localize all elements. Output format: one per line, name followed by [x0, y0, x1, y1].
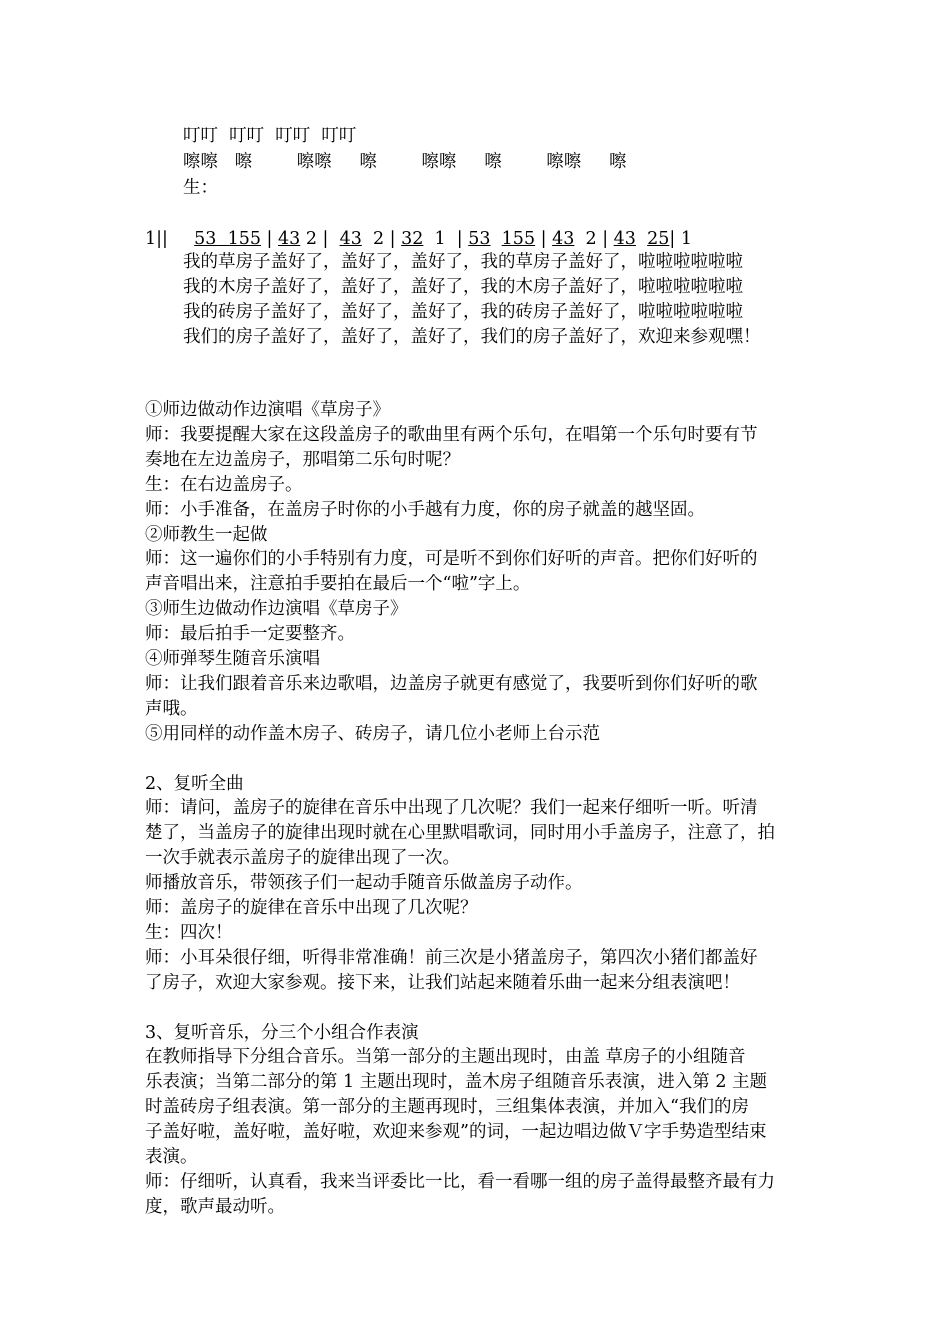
notation-space: [491, 229, 502, 249]
body-line: 师：这一遍你们的小手特别有力度，可是听不到你们好听的声音。把你们好听的: [145, 549, 758, 570]
notation-note: 43: [613, 229, 636, 249]
blank-line: [145, 747, 815, 772]
body-line: 乐表演；当第二部分的第 1 主题出现时，盖木房子组随音乐表演，进入第 2 主题: [145, 1072, 768, 1093]
ding-line: 叮叮 叮叮 叮叮 叮叮: [183, 126, 357, 146]
notation-note: 155: [227, 229, 261, 249]
notation-note: 43: [278, 229, 301, 249]
body-line: 3、复听音乐，分三个小组合作表演: [145, 1022, 419, 1043]
body-line: ②师教生一起做: [145, 524, 268, 545]
body-line: 一次手就表示盖房子的旋律出现了一次。: [145, 848, 460, 869]
notation-bar: 1 |: [423, 229, 469, 249]
body-line: ④师弹琴生随音乐演唱: [145, 649, 320, 669]
body-line: 师：仔细听，认真看，我来当评委比一比，看一看哪一组的房子盖得最整齐最有力: [145, 1171, 775, 1192]
notation-note: 43: [552, 229, 575, 249]
body-line: 师：我要提醒大家在这段盖房子的歌曲里有两个乐句，在唱第一个乐句时要有节: [145, 424, 758, 445]
lyric-line: 我的砖房子盖好了，盖好了，盖好了，我的砖房子盖好了，啦啦啦啦啦啦: [183, 302, 743, 322]
notation-note: 32: [401, 229, 424, 249]
body-line: 奏地在左边盖房子，那唱第二乐句时呢？: [145, 449, 460, 470]
chi-line: 嚓嚓 嚓 嚓嚓 嚓 嚓嚓 嚓 嚓嚓 嚓: [183, 152, 627, 172]
body-line: 2、复听全曲: [145, 773, 244, 794]
notation-wrap: 1||: [145, 229, 168, 249]
notation-bar: |: [260, 229, 278, 249]
notation-note: 53: [468, 229, 491, 249]
body-line: 生：四次！: [145, 922, 233, 943]
body-line: 了房子，欢迎大家参观。接下来，让我们站起来随着乐曲一起来分组表演吧！: [145, 972, 740, 993]
student-label: 生：: [183, 178, 218, 198]
body-line: 在教师指导下分组合音乐。当第一部分的主题出现时，由盖 草房子的小组随音: [145, 1047, 746, 1068]
body-line: 声哦。: [145, 698, 198, 719]
body-line: 度，歌声最动听。: [145, 1196, 285, 1217]
body-line: 师：小耳朵很仔细，听得非常准确！前三次是小猪盖房子，第四次小猪们都盖好: [145, 947, 758, 968]
lyric-line: 我的草房子盖好了，盖好了，盖好了，我的草房子盖好了，啦啦啦啦啦啦: [183, 252, 743, 272]
notation-bar: |: [535, 229, 553, 249]
notation-space: [216, 229, 227, 249]
body-line: 师：盖房子的旋律在音乐中出现了几次呢？: [145, 898, 478, 918]
body-line: 声音唱出来，注意拍手要拍在最后一个“啦”字上。: [145, 574, 531, 595]
notation-bar: 2 |: [574, 229, 614, 249]
body-line: 表演。: [145, 1147, 198, 1167]
notation-note: 43: [339, 229, 362, 249]
notation-bar: | 1: [669, 229, 692, 249]
body-line: 时盖砖房子组表演。第一部分的主题再现时，三组集体表演，并加入“我们的房: [145, 1097, 749, 1118]
lyric-line: 我们的房子盖好了，盖好了，盖好了，我们的房子盖好了，欢迎来参观嘿！: [183, 327, 761, 347]
body-line: 楚了，当盖房子的旋律出现时就在心里默唱歌词，同时用小手盖房子，注意了，拍: [145, 823, 775, 844]
lyric-line: 我的木房子盖好了，盖好了，盖好了，我的木房子盖好了，啦啦啦啦啦啦: [183, 277, 743, 297]
notation-bar: 2 |: [300, 229, 340, 249]
notation-note: 53: [194, 229, 217, 249]
body-line: ①师边做动作边演唱《草房子》: [145, 400, 390, 420]
body-line: 生：在右边盖房子。: [145, 474, 303, 495]
body-line: ③师生边做动作边演唱《草房子》: [145, 599, 408, 620]
notation-bar: 2 |: [361, 229, 402, 249]
body-line: 师：小手准备，在盖房子时你的小手越有力度，你的房子就盖的越坚固。: [145, 499, 705, 520]
body-line: 师：请问，盖房子的旋律在音乐中出现了几次呢？我们一起来仔细听一听。听清: [145, 798, 758, 819]
notation-note: 25: [647, 229, 670, 249]
notation-note: 155: [501, 229, 536, 249]
blank-line: [145, 996, 815, 1021]
body-line: ⑤用同样的动作盖木房子、砖房子，请几位小老师上台示范: [145, 723, 600, 744]
body-line: 子盖好啦，盖好啦，盖好啦，欢迎来参观”的词，一起边唱边做Ｖ字手势造型结束: [145, 1122, 767, 1143]
body-line: 师：最后拍手一定要整齐。: [145, 624, 355, 645]
music-notation: [183, 202, 692, 249]
notation-space: [636, 229, 647, 249]
body-line: 师播放音乐，带领孩子们一起动手随音乐做盖房子动作。: [145, 873, 583, 894]
body-line: 师：让我们跟着音乐来边歌唱，边盖房子就更有感觉了，我要听到你们好听的歌: [145, 673, 758, 694]
